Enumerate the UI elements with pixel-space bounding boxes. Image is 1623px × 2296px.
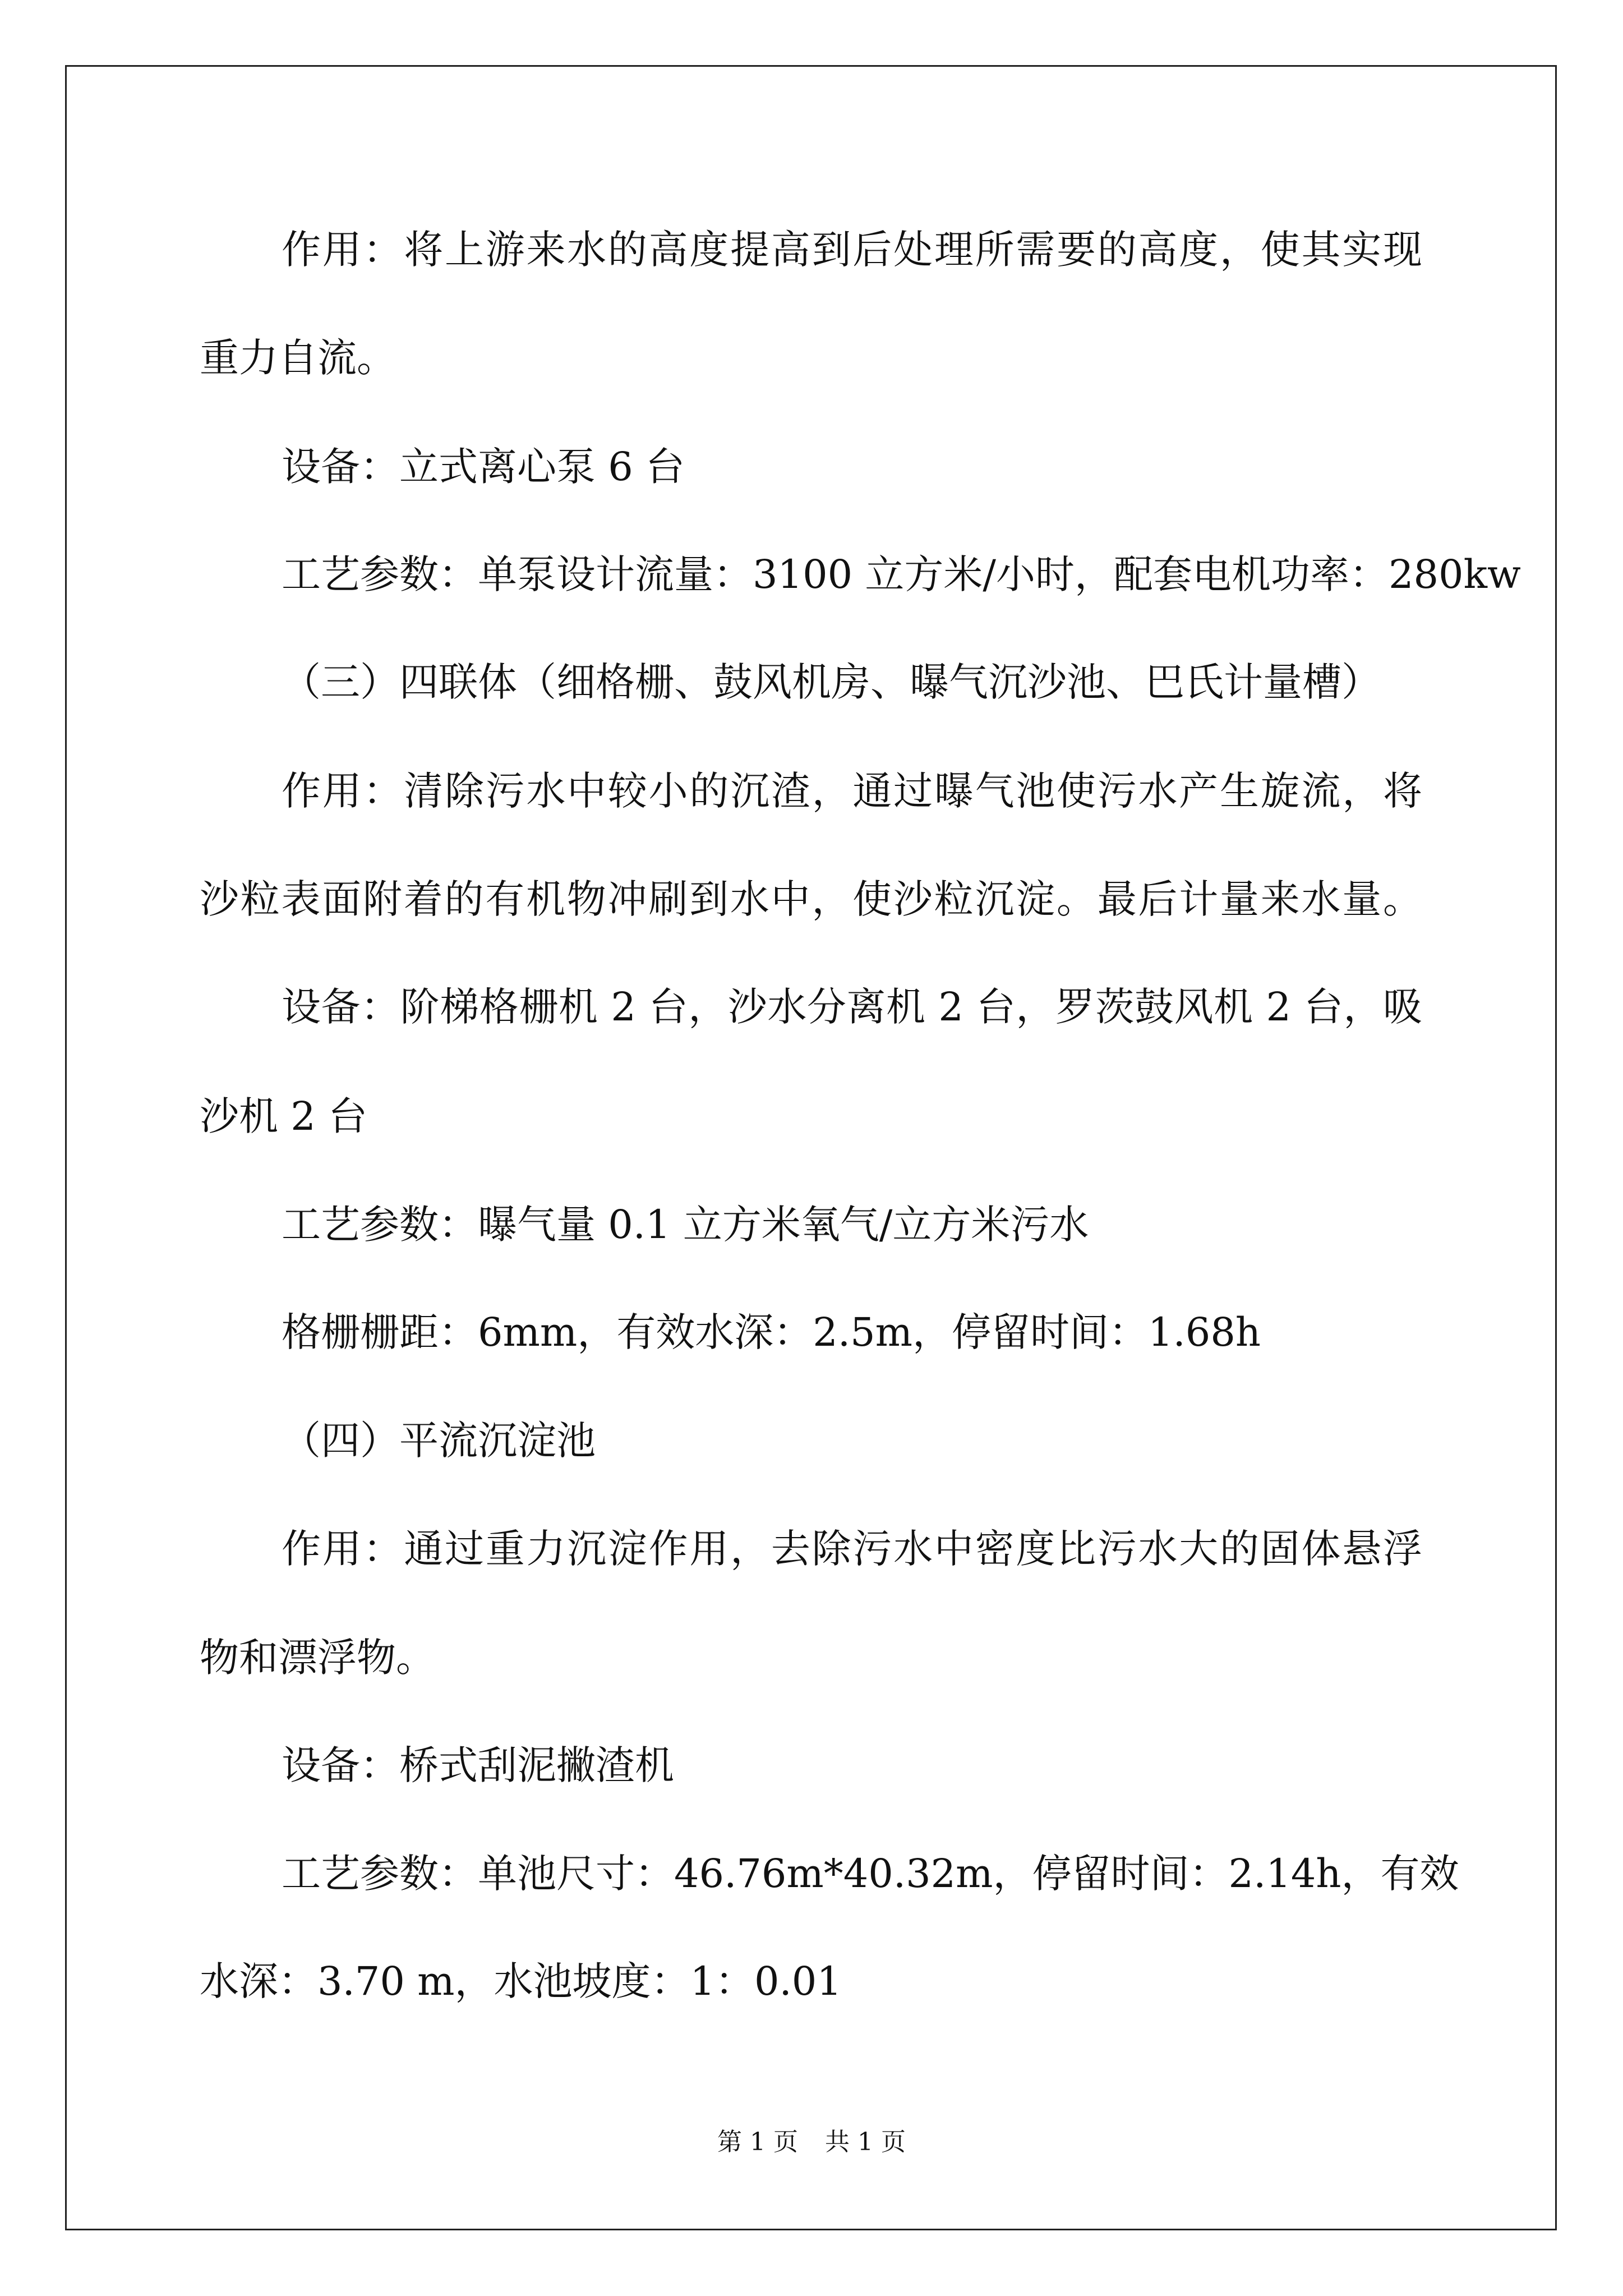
paragraph-line: 沙机 2 台 [200,1093,368,1139]
paragraph-line: 沙粒表面附着的有机物冲刷到水中，使沙粒沉淀。最后计量来水量。 [200,876,1422,922]
page-number: 第 1 页 [717,2128,798,2156]
paragraph-line: 物和漂浮物。 [200,1635,435,1681]
section-heading: （四）平流沉淀池 [282,1418,596,1464]
paragraph-line: 工艺参数：单泵设计流量：3100 立方米/小时，配套电机功率：280kw [282,551,1521,597]
page-border [65,65,1557,2230]
page-total: 共 1 页 [825,2128,906,2156]
paragraph-line: 重力自流。 [200,335,396,381]
paragraph-line: 作用：通过重力沉淀作用，去除污水中密度比污水大的固体悬浮 [282,1526,1422,1572]
paragraph-line: 格栅栅距：6mm，有效水深：2.5m，停留时间：1.68h [282,1309,1261,1355]
paragraph-line: 设备：阶梯格栅机 2 台，沙水分离机 2 台，罗茨鼓风机 2 台，吸 [282,984,1422,1030]
page-footer [0,2122,1623,2157]
paragraph-line: 作用：清除污水中较小的沉渣，通过曝气池使污水产生旋流，将 [282,768,1422,814]
paragraph-line: 工艺参数：单池尺寸：46.76m*40.32m，停留时间：2.14h，有效 [282,1851,1459,1897]
paragraph-line: 设备：立式离心泵 6 台 [282,444,685,490]
paragraph-line: 作用：将上游来水的高度提高到后处理所需要的高度，使其实现 [282,227,1422,273]
section-heading: （三）四联体（细格栅、鼓风机房、曝气沉沙池、巴氏计量槽） [282,659,1381,705]
paragraph-line: 工艺参数：曝气量 0.1 立方米氧气/立方米污水 [282,1202,1089,1248]
paragraph-line: 水深：3.70 m，水池坡度：1：0.01 [200,1958,842,2004]
paragraph-line: 设备：桥式刮泥撇渣机 [282,1742,674,1788]
